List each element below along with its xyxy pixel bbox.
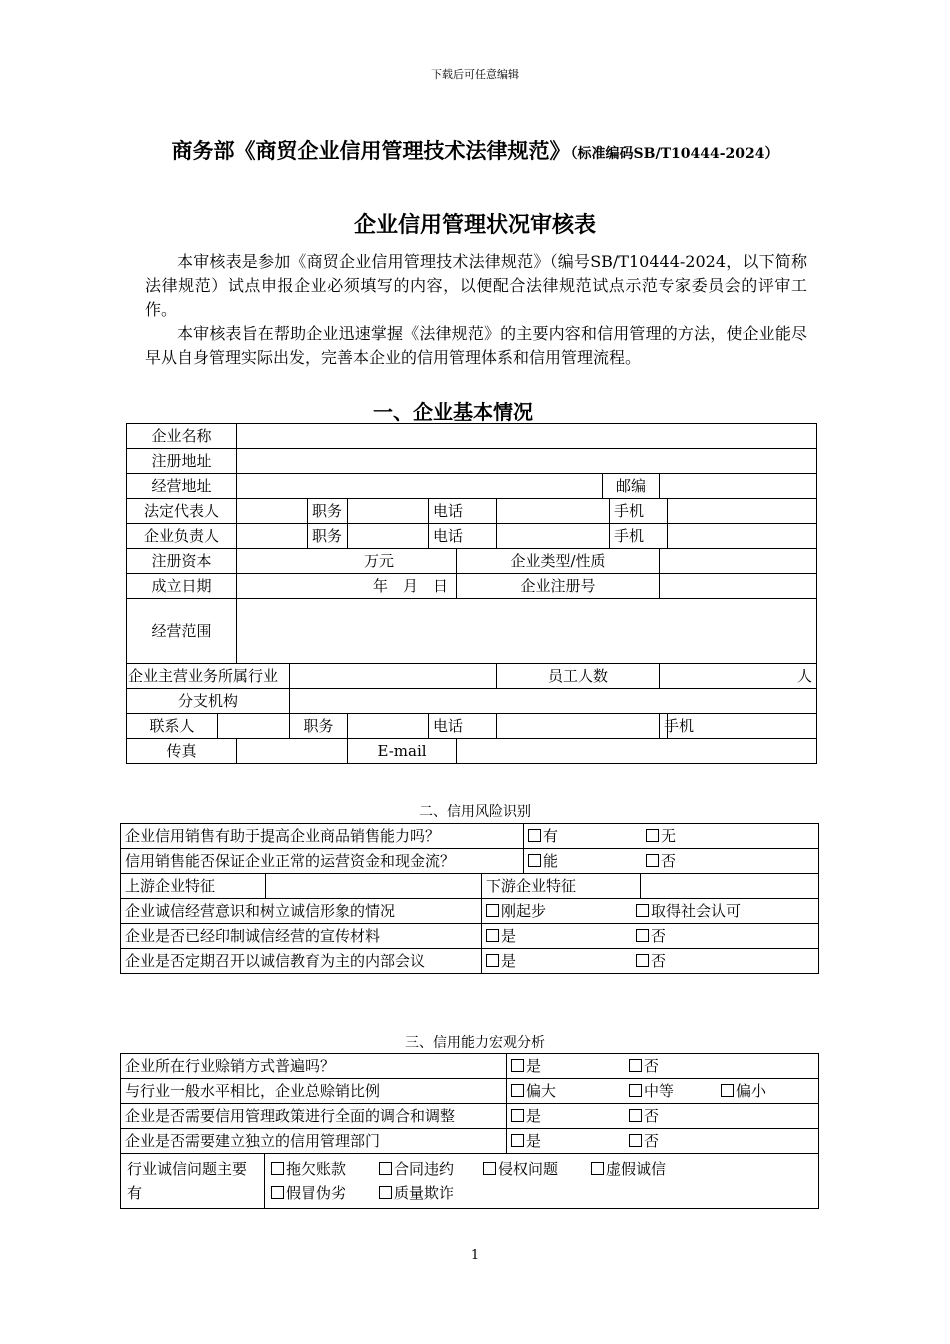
est-date-field[interactable]: 年 月 日 (237, 574, 457, 599)
header-note: 下载后可任意编辑 (431, 68, 519, 81)
section2-title: 二、信用风险识别 (419, 804, 531, 820)
phone-field[interactable] (497, 714, 660, 739)
contact-label: 联系人 (127, 714, 218, 739)
company-name-field[interactable] (237, 424, 817, 449)
checkbox-option[interactable]: 虚假诚信 (591, 1157, 666, 1181)
table-row (127, 549, 817, 574)
table-row (121, 1104, 819, 1129)
table-row (127, 474, 817, 499)
capability-question: 与行业一般水平相比，企业总赊销比例 (121, 1079, 507, 1104)
checkbox-option[interactable]: 否 (629, 1129, 659, 1153)
checkbox-icon (721, 1084, 734, 1097)
checkbox-option[interactable]: 无 (646, 824, 676, 848)
postcode-field[interactable] (660, 474, 817, 499)
table-row (127, 574, 817, 599)
mobile-field[interactable] (668, 499, 817, 524)
position-field[interactable] (348, 499, 429, 524)
form-title: 企业信用管理状况审核表 (353, 212, 596, 238)
document-title (140, 134, 810, 171)
checkbox-option[interactable]: 是 (511, 1054, 629, 1078)
checkbox-option[interactable]: 否 (629, 1054, 659, 1078)
capability-options (507, 1054, 819, 1079)
intro-paragraph-2: 本审核表旨在帮助企业迅速掌握《法律规范》的主要内容和信用管理的方法，使企业能尽早从自身管理实际出发，完善本企业的信用管理体系和信用管理流程。 (145, 324, 807, 367)
position-label: 职务 (308, 524, 348, 549)
branches-label: 分支机构 (127, 689, 290, 714)
risk-question: 企业信用销售有助于提高企业商品销售能力吗？ (121, 824, 524, 849)
company-type-field[interactable] (660, 549, 817, 574)
risk-options (482, 899, 819, 924)
mobile-label: 手机 (610, 499, 668, 524)
position-field[interactable] (348, 524, 429, 549)
issues-options (265, 1154, 819, 1209)
position-label: 职务 (308, 499, 348, 524)
checkbox-icon (511, 1109, 524, 1122)
checkbox-option[interactable]: 合同违约 (379, 1157, 483, 1181)
biz-address-label: 经营地址 (127, 474, 237, 499)
checkbox-option[interactable]: 否 (636, 924, 666, 948)
legal-rep-field[interactable] (237, 499, 308, 524)
position-field[interactable] (348, 714, 429, 739)
checkbox-icon (636, 954, 649, 967)
reg-address-field[interactable] (237, 449, 817, 474)
checkbox-icon (591, 1162, 604, 1175)
downstream-label: 下游企业特征 (482, 874, 641, 899)
checkbox-icon (629, 1059, 642, 1072)
checkbox-icon (511, 1059, 524, 1072)
table-row (127, 689, 817, 714)
checkbox-option[interactable]: 能 (528, 849, 646, 873)
table-row (127, 449, 817, 474)
checkbox-icon (511, 1134, 524, 1147)
checkbox-icon (379, 1162, 392, 1175)
checkbox-icon (486, 904, 499, 917)
company-name-label: 企业名称 (127, 424, 237, 449)
checkbox-option[interactable]: 偏大 (511, 1079, 629, 1103)
checkbox-option[interactable]: 是 (486, 949, 636, 973)
mobile-field[interactable] (668, 524, 817, 549)
risk-question: 企业是否定期召开以诚信教育为主的内部会议 (121, 949, 482, 974)
capability-options (507, 1129, 819, 1154)
position-label: 职务 (290, 714, 348, 739)
reg-no-field[interactable] (660, 574, 817, 599)
fax-label: 传真 (127, 739, 237, 764)
capability-options (507, 1104, 819, 1129)
checkbox-option[interactable]: 偏小 (721, 1079, 766, 1103)
mobile-label: 手机 (610, 524, 668, 549)
phone-label: 电话 (429, 499, 497, 524)
checkbox-option[interactable]: 刚起步 (486, 899, 636, 923)
risk-options (524, 849, 819, 874)
risk-options (482, 924, 819, 949)
table-row (127, 499, 817, 524)
basic-info-table (126, 423, 817, 764)
industry-field[interactable] (290, 664, 497, 689)
risk-question: 企业诚信经营意识和树立诚信形象的情况 (121, 899, 482, 924)
fax-field[interactable] (237, 739, 348, 764)
upstream-label: 上游企业特征 (121, 874, 266, 899)
checkbox-icon (629, 1109, 642, 1122)
checkbox-icon (511, 1084, 524, 1097)
table-row (127, 524, 817, 549)
table-row (121, 874, 819, 899)
phone-label: 电话 (429, 714, 497, 739)
checkbox-icon (636, 904, 649, 917)
phone-field[interactable] (497, 499, 610, 524)
reg-capital-label: 注册资本 (127, 549, 237, 574)
risk-question: 信用销售能否保证企业正常的运营资金和现金流？ (121, 849, 524, 874)
page-number: 1 (470, 1248, 480, 1263)
biz-scope-label: 经营范围 (127, 599, 237, 664)
checkbox-icon (629, 1084, 642, 1097)
checkbox-option[interactable]: 是 (511, 1129, 629, 1153)
capability-question: 企业是否需要信用管理政策进行全面的调合和调整 (121, 1104, 507, 1129)
issues-label: 行业诚信问题主要有 (121, 1154, 265, 1209)
checkbox-icon (486, 954, 499, 967)
checkbox-option[interactable]: 否 (636, 949, 666, 973)
capability-table (120, 1053, 819, 1209)
table-row (121, 824, 819, 849)
checkbox-option[interactable]: 是 (511, 1104, 629, 1128)
employees-label: 员工人数 (497, 664, 660, 689)
checkbox-option[interactable]: 拖欠账款 (271, 1157, 379, 1181)
risk-table (120, 823, 819, 974)
table-row (121, 924, 819, 949)
table-row (121, 899, 819, 924)
checkbox-icon (528, 854, 541, 867)
checkbox-icon (379, 1186, 392, 1199)
checkbox-option[interactable]: 中等 (629, 1079, 721, 1103)
checkbox-icon (271, 1162, 284, 1175)
checkbox-option[interactable]: 假冒伪劣 (271, 1181, 379, 1205)
table-row (127, 714, 817, 739)
mobile-label: 手机 (660, 714, 668, 739)
biz-address-field[interactable] (237, 474, 603, 499)
checkbox-option[interactable]: 否 (629, 1104, 659, 1128)
postcode-label: 邮编 (603, 474, 660, 499)
email-label: E-mail (348, 739, 457, 764)
section1-title: 一、企业基本情况 (373, 400, 533, 424)
table-row (121, 1054, 819, 1079)
table-row (127, 739, 817, 764)
standard-code: （标准编码SB/T10444-2024） (570, 146, 779, 162)
phone-label: 电话 (429, 524, 497, 549)
table-row (121, 1129, 819, 1154)
upstream-field[interactable] (266, 874, 482, 899)
checkbox-icon (629, 1134, 642, 1147)
risk-options (524, 824, 819, 849)
employees-field[interactable]: 人 (660, 664, 817, 689)
title-main: 商务部《商贸企业信用管理技术法律规范》 (171, 138, 571, 163)
checkbox-option[interactable]: 侵权问题 (483, 1157, 591, 1181)
checkbox-option[interactable]: 有 (528, 824, 646, 848)
checkbox-option[interactable]: 质量欺诈 (379, 1181, 454, 1205)
checkbox-icon (271, 1186, 284, 1199)
risk-options (482, 949, 819, 974)
legal-rep-label: 法定代表人 (127, 499, 237, 524)
downstream-field[interactable] (641, 874, 819, 899)
checkbox-icon (636, 929, 649, 942)
reg-capital-field[interactable]: 万元 (237, 549, 457, 574)
checkbox-icon (528, 829, 541, 842)
biz-scope-field[interactable] (237, 599, 817, 664)
industry-label: 企业主营业务所属行业 (127, 664, 290, 689)
checkbox-option[interactable]: 是 (486, 924, 636, 948)
checkbox-option[interactable]: 否 (646, 849, 676, 873)
contact-field[interactable] (218, 714, 290, 739)
est-date-label: 成立日期 (127, 574, 237, 599)
reg-address-label: 注册地址 (127, 449, 237, 474)
branches-field[interactable] (290, 689, 817, 714)
reg-no-label: 企业注册号 (457, 574, 660, 599)
principal-field[interactable] (237, 524, 308, 549)
table-row (127, 599, 817, 664)
table-row (121, 1154, 819, 1209)
company-type-label: 企业类型/性质 (457, 549, 660, 574)
phone-field[interactable] (497, 524, 610, 549)
checkbox-icon (646, 829, 659, 842)
capability-question: 企业是否需要建立独立的信用管理部门 (121, 1129, 507, 1154)
risk-question: 企业是否已经印制诚信经营的宣传材料 (121, 924, 482, 949)
table-row (121, 849, 819, 874)
table-row (127, 664, 817, 689)
email-field[interactable] (457, 739, 817, 764)
capability-question: 企业所在行业赊销方式普遍吗？ (121, 1054, 507, 1079)
intro-paragraph-1: 本审核表是参加《商贸企业信用管理技术法律规范》（编号SB/T10444-2024，以下简称法律规范）试点申报企业必须填写的内容，以便配合法律规范试点示范专家委员会的评审工作。 (145, 252, 807, 319)
checkbox-option[interactable]: 取得社会认可 (636, 899, 741, 923)
principal-label: 企业负责人 (127, 524, 237, 549)
checkbox-icon (483, 1162, 496, 1175)
capability-options (507, 1079, 819, 1104)
section3-title: 三、信用能力宏观分析 (405, 1035, 545, 1051)
table-row (121, 1079, 819, 1104)
checkbox-icon (486, 929, 499, 942)
table-row (121, 949, 819, 974)
checkbox-icon (646, 854, 659, 867)
table-row (127, 424, 817, 449)
